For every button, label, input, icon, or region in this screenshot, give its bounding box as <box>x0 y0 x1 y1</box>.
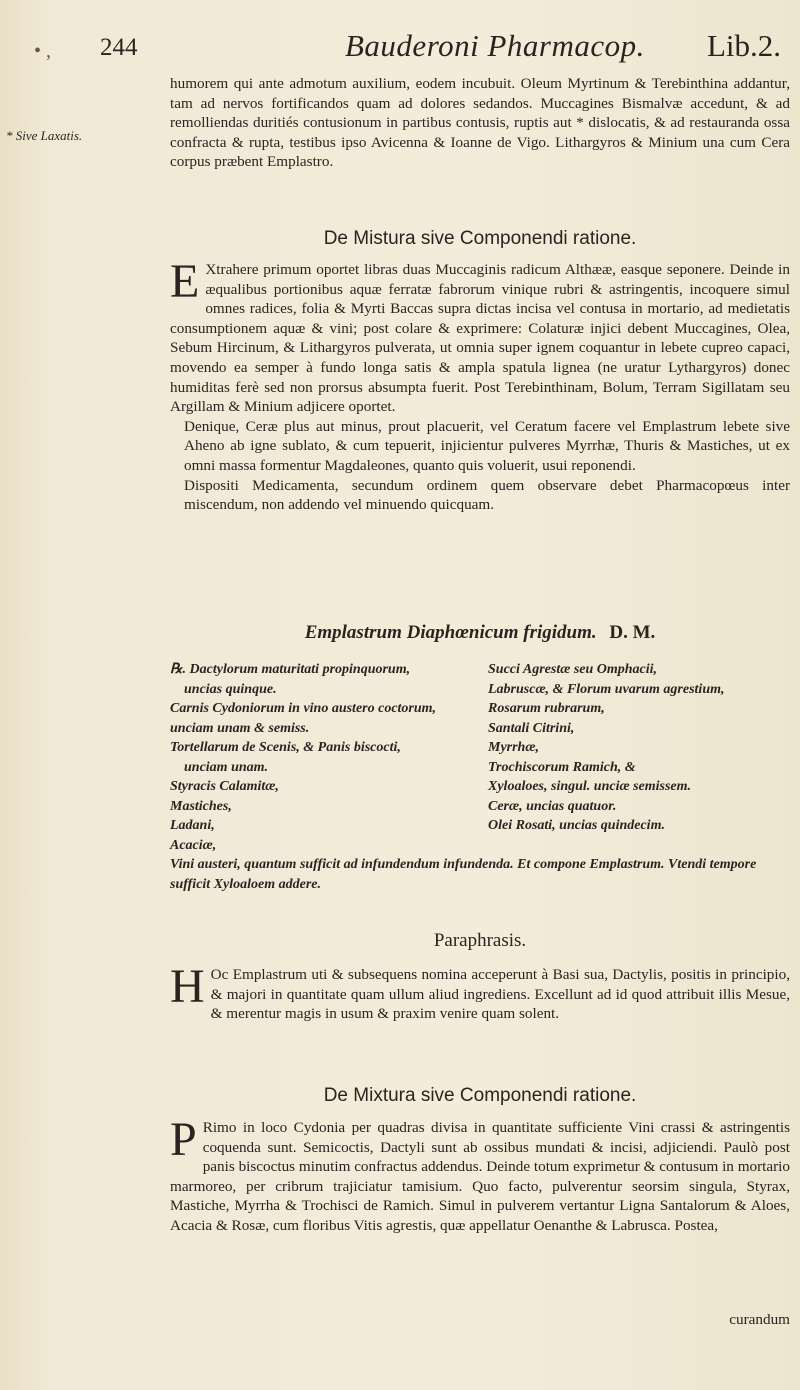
catchword: curandum <box>729 1311 790 1328</box>
section2-text: P Rimo in loco Cydonia per quadras divisa in quantitate sufficiente Vini crassi & astringentis coquenda sunt. Semicoctis, Dactyli sunt ab ossibus mundati & incisi, adjiciendi. Paulò post panis biscoctus minutim confractus addendus. Deinde totum exprimetur & contusum in mortario marmoreo, per cribrum trajiciatur tamisium. Quo facto, pulverentur seorsim singula, Styrax, Mastiche, Myrrha & Trochisci de Ramich. Simul in pulverem vertantur Ligna Santalorum & Aloes, Acacia & Rosæ, cum floribus Vitis agrestis, quæ appellatur Oenanthe & Labrusca. Postea, <box>170 1113 790 1234</box>
ingredient-line: Labruscæ, & Florum uvarum agrestium, <box>488 681 725 697</box>
page-header <box>30 22 785 68</box>
marginal-note: * Sive Laxatis. <box>6 128 83 143</box>
ingredient-line: Mastiches, <box>170 798 232 814</box>
ingredient-line: Acaciæ, <box>170 837 217 853</box>
ingredients-left <box>170 660 470 855</box>
recipe-author: D. M. <box>609 622 656 643</box>
section-heading: De Mixtura sive Componendi ratione. <box>323 1085 637 1106</box>
ingredient-line: Xyloaloes, singul. unciæ semissem. <box>488 779 692 794</box>
ingredient-line: Succi Agrestæ seu Omphacii, <box>488 662 658 677</box>
ingredient-line: unciam unam. <box>184 759 269 775</box>
ornament: • , <box>34 40 52 62</box>
drop-cap: P <box>170 1113 197 1166</box>
ingredient-line: Carnis Cydoniorum in vino austero coctorum, unciam unam & semiss. <box>170 701 437 736</box>
ingredient-line: Trochiscorum Ramich, & <box>488 759 636 775</box>
paragraph: Dispositi Medicamenta, secundum ordinem quem observare debet Pharmacopœus inter miscendum, non addendo vel minuendo quicquam. <box>184 476 790 514</box>
section-heading: De Mistura sive Componendi ratione. <box>323 228 637 249</box>
ingredient-line: ℞. Dactylorum maturitati propinquorum, <box>170 662 411 677</box>
section1-text <box>170 255 790 515</box>
recipe-heading <box>170 622 790 644</box>
ingredient-line: Olei Rosati, uncias quindecim. <box>488 818 665 833</box>
paragraph: E Xtrahere primum oportet libras duas Muccaginis radicum Althææ, easque seponere. Deinde in æqualibus portionibus aquæ ferratæ fabrorum vinique rubri & astringentis, incoquere simul omnes radices, folia & Myrti Baccas supra dictas incisa vel contusa in mortario, ad medietatis consumptionem aquæ & vini; post colare & exprimere: Colaturæ injici debent Muccagines, Olea, Sebum Hircinum, & Lithargyros pulverata, ut omnia super ignem coquantur in lebete cupreo capaci, movendo ea semper à fundo longa satis & ampla spatula lignea (ne uratur Lythargyros) donec humiditas ferè sed non prorsus absumpta fuerit. Post Terebinthinam, Bolum, Terram Sigillatam seu Argillam & Minium adjicere oportet. <box>170 255 790 416</box>
drop-cap: H <box>170 960 205 1013</box>
ingredient-line: Myrrhæ, <box>488 740 539 755</box>
running-title: Bauderoni Pharmacop. <box>345 28 645 63</box>
ingredient-line: Styracis Calamitæ, <box>170 779 279 794</box>
paraphrasis-text: H Oc Emplastrum uti & subsequens nomina acceperunt à Basi sua, Dactylis, positis in principio, & majori in quantitate quam ullum aliud ingrediens. Excellunt ad id quod attribuit illis Mesue, & merentur magis in usum & praxim venire quam solent. <box>170 960 790 1023</box>
ingredient-line: uncias quinque. <box>184 681 277 697</box>
recipe-title: Emplastrum Diaphœnicum frigidum. <box>304 622 597 643</box>
recipe-footer: Vini austeri, quantum sufficit ad infundendum infundenda. Et compone Emplastrum. Vtendi tempore sufficit Xyloaloem addere. <box>170 857 757 892</box>
ingredient-line: Ceræ, uncias quatuor. <box>488 798 617 814</box>
book-number: Lib.2. <box>706 28 781 63</box>
intro-paragraph: humorem qui ante admotum auxilium, eodem incubuit. Oleum Myrtinum & Terebinthina addantur, tam ad nervos fortificandos quam ad dolores sedandos. Muccagines Bismalvæ accedunt, & ad remolliendas duritiés contusionum in partibus contusis, ruptis aut * dislocatis, & ad restauranda ossa confracta & rupta, testibus ipso Avicenna & Ioanne de Vigo. Lithargyros & Minium una cum Cera corpus præbent Emplastro. <box>170 75 790 171</box>
paragraph: Denique, Ceræ plus aut minus, prout placuerit, vel Ceratum facere vel Emplastrum lebete sive Aheno ab igne sublato, & cum tepuerit, injicientur pulveres Myrrhæ, Thuris & Mastiches, ut ex omni massa formentur Magdaleones, quanto quis voluerit, usui reponendi. <box>184 417 790 474</box>
ingredients-right <box>488 660 788 836</box>
ingredient-line: Rosarum rubrarum, <box>488 701 605 716</box>
ingredient-line: Tortellarum de Scenis, & Panis biscocti, <box>170 740 401 755</box>
paraphrasis-heading: Paraphrasis. <box>433 930 527 951</box>
drop-cap: E <box>170 255 200 308</box>
ingredient-line: Ladani, <box>170 818 215 833</box>
page-number: 244 <box>100 34 138 61</box>
ingredient-line: Santali Citrini, <box>488 720 575 736</box>
